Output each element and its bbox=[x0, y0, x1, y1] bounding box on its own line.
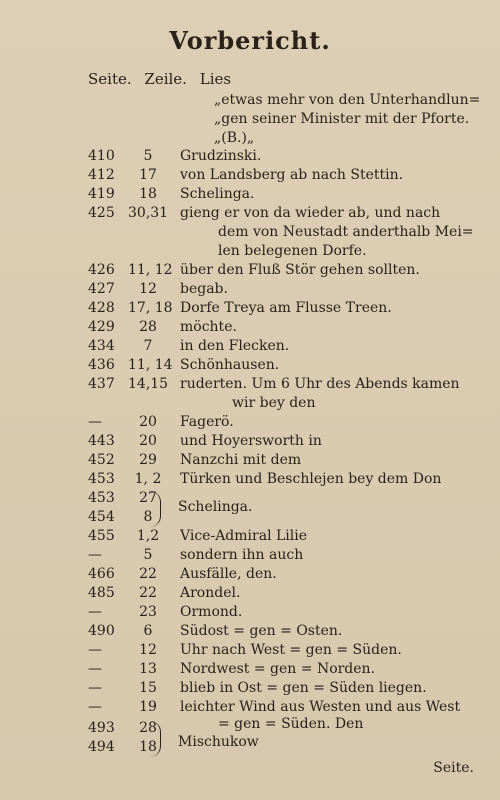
erratum-row bbox=[0, 604, 500, 622]
erratum-row bbox=[0, 205, 500, 223]
line-number: 8 bbox=[143, 509, 153, 525]
correction-text: Fagerö. bbox=[180, 414, 234, 430]
erratum-row bbox=[0, 376, 500, 394]
page-number: — bbox=[88, 642, 102, 658]
line-number: 17 bbox=[139, 167, 157, 183]
correction-text: Uhr nach West = gen = Süden. bbox=[180, 642, 402, 658]
correction-text: Nordwest = gen = Norden. bbox=[180, 661, 376, 677]
erratum-row bbox=[0, 357, 500, 375]
correction-text: über den Fluß Stör gehen sollten. bbox=[180, 262, 420, 278]
page-number: 454 bbox=[88, 509, 115, 525]
line-number: 15 bbox=[139, 680, 157, 696]
page-number: 490 bbox=[88, 623, 115, 639]
line-number: 14,15 bbox=[128, 376, 169, 392]
page-number: 453 bbox=[88, 490, 115, 506]
line-number: 18 bbox=[139, 186, 157, 202]
page-number: — bbox=[88, 661, 102, 677]
page-number: 493 bbox=[88, 720, 115, 736]
correction-text: Schelinga. bbox=[180, 186, 255, 202]
erratum-row bbox=[0, 414, 500, 432]
line-number: 29 bbox=[139, 452, 157, 468]
line-number: 22 bbox=[139, 566, 157, 582]
continuation-text: dem von Neustadt anderthalb Mei= bbox=[218, 224, 474, 240]
correction-text: Mischukow bbox=[178, 734, 259, 750]
page-number: 485 bbox=[88, 585, 115, 601]
erratum-row bbox=[0, 148, 500, 166]
erratum-row bbox=[0, 471, 500, 489]
correction-text: möchte. bbox=[180, 319, 237, 335]
line-number: 6 bbox=[143, 623, 153, 639]
page-number: 455 bbox=[88, 528, 115, 544]
erratum-row bbox=[0, 661, 500, 679]
page-number: 436 bbox=[88, 357, 115, 373]
line-number: 30,31 bbox=[128, 205, 169, 221]
erratum-row bbox=[0, 547, 500, 565]
header-page: Seite. bbox=[88, 70, 132, 88]
erratum-row bbox=[0, 528, 500, 546]
erratum-row bbox=[0, 167, 500, 185]
continuation-text: = gen = Süden. Den bbox=[218, 716, 364, 732]
line-number: 28 bbox=[139, 720, 157, 736]
correction-text: Vice-Admiral Lilie bbox=[180, 528, 308, 544]
page-number: 429 bbox=[88, 319, 115, 335]
line-number: 23 bbox=[139, 604, 157, 620]
line-number: 19 bbox=[139, 699, 157, 715]
line-number: 17, 18 bbox=[128, 300, 173, 316]
column-header bbox=[88, 70, 239, 88]
page-number: 425 bbox=[88, 205, 115, 221]
correction-text: in den Flecken. bbox=[180, 338, 290, 354]
page-number: 494 bbox=[88, 739, 115, 755]
page-number: 443 bbox=[88, 433, 115, 449]
catchword: Seite. bbox=[433, 760, 474, 776]
correction-text: von Landsberg ab nach Stettin. bbox=[180, 167, 404, 183]
page-number: — bbox=[88, 414, 102, 430]
page-number: 410 bbox=[88, 148, 115, 164]
line-number: 20 bbox=[139, 433, 157, 449]
correction-text: Nanzchi mit dem bbox=[180, 452, 302, 468]
line-number: 27 bbox=[139, 490, 157, 506]
page-number: 427 bbox=[88, 281, 115, 297]
correction-text: Grudzinski. bbox=[180, 148, 262, 164]
correction-text: Türken und Beschlejen bey dem Don bbox=[180, 471, 442, 487]
brace bbox=[150, 491, 161, 527]
intro-line: „(B.)„ bbox=[214, 130, 255, 146]
erratum-row bbox=[0, 186, 500, 204]
correction-text: und Hoyersworth in bbox=[180, 433, 322, 449]
page-number: — bbox=[88, 680, 102, 696]
correction-text: Arondel. bbox=[180, 585, 241, 601]
erratum-row bbox=[0, 699, 500, 717]
line-number: 1, 2 bbox=[134, 471, 162, 487]
page-number: — bbox=[88, 699, 102, 715]
line-number: 11, 14 bbox=[128, 357, 173, 373]
header-read: Lies bbox=[199, 70, 232, 88]
correction-text: Südost = gen = Osten. bbox=[180, 623, 343, 639]
erratum-row bbox=[0, 300, 500, 318]
intro-line: „gen seiner Minister mit der Pforte. bbox=[214, 111, 470, 127]
erratum-row bbox=[0, 452, 500, 470]
page-number: 428 bbox=[88, 300, 115, 316]
line-number: 13 bbox=[139, 661, 157, 677]
continuation-text: wir bey den bbox=[232, 395, 316, 411]
correction-text: Dorfe Treya am Flusse Treen. bbox=[180, 300, 392, 316]
continuation-text: len belegenen Dorfe. bbox=[218, 243, 367, 259]
page-number: 426 bbox=[88, 262, 115, 278]
line-number: 12 bbox=[139, 642, 157, 658]
line-number: 5 bbox=[143, 547, 153, 563]
page-title: Vorbericht. bbox=[169, 26, 331, 55]
header-line: Zeile. bbox=[144, 70, 187, 88]
line-number: 7 bbox=[143, 338, 153, 354]
intro-line: „etwas mehr von den Unterhandlun= bbox=[214, 92, 481, 108]
line-number: 28 bbox=[139, 319, 157, 335]
erratum-row bbox=[0, 566, 500, 584]
correction-text: gieng er von da wieder ab, und nach bbox=[180, 205, 441, 221]
page-number: 437 bbox=[88, 376, 115, 392]
erratum-row bbox=[0, 623, 500, 641]
erratum-row bbox=[0, 262, 500, 280]
page-number: 452 bbox=[88, 452, 115, 468]
erratum-row bbox=[0, 338, 500, 356]
correction-text: begab. bbox=[180, 281, 228, 297]
line-number: 11, 12 bbox=[128, 262, 173, 278]
line-number: 1,2 bbox=[136, 528, 160, 544]
correction-text: Ormond. bbox=[180, 604, 243, 620]
page-number: 419 bbox=[88, 186, 115, 202]
correction-text: Schelinga. bbox=[178, 499, 253, 515]
correction-text: leichter Wind aus Westen und aus West bbox=[180, 699, 461, 715]
page-number: — bbox=[88, 604, 102, 620]
page-number: — bbox=[88, 547, 102, 563]
brace bbox=[150, 721, 161, 757]
erratum-row bbox=[0, 585, 500, 603]
erratum-row bbox=[0, 642, 500, 660]
line-number: 20 bbox=[139, 414, 157, 430]
correction-text: blieb in Ost = gen = Süden liegen. bbox=[180, 680, 427, 696]
correction-text: Schönhausen. bbox=[180, 357, 280, 373]
line-number: 5 bbox=[143, 148, 153, 164]
erratum-row bbox=[0, 319, 500, 337]
erratum-row bbox=[0, 433, 500, 451]
correction-text: ruderten. Um 6 Uhr des Abends kamen bbox=[180, 376, 460, 392]
correction-text: sondern ihn auch bbox=[180, 547, 304, 563]
erratum-row bbox=[0, 281, 500, 299]
line-number: 22 bbox=[139, 585, 157, 601]
line-number: 12 bbox=[139, 281, 157, 297]
erratum-row bbox=[0, 680, 500, 698]
page-number: 453 bbox=[88, 471, 115, 487]
page-number: 412 bbox=[88, 167, 115, 183]
line-number: 18 bbox=[139, 739, 157, 755]
correction-text: Ausfälle, den. bbox=[180, 566, 277, 582]
page-number: 434 bbox=[88, 338, 115, 354]
page-number: 466 bbox=[88, 566, 115, 582]
